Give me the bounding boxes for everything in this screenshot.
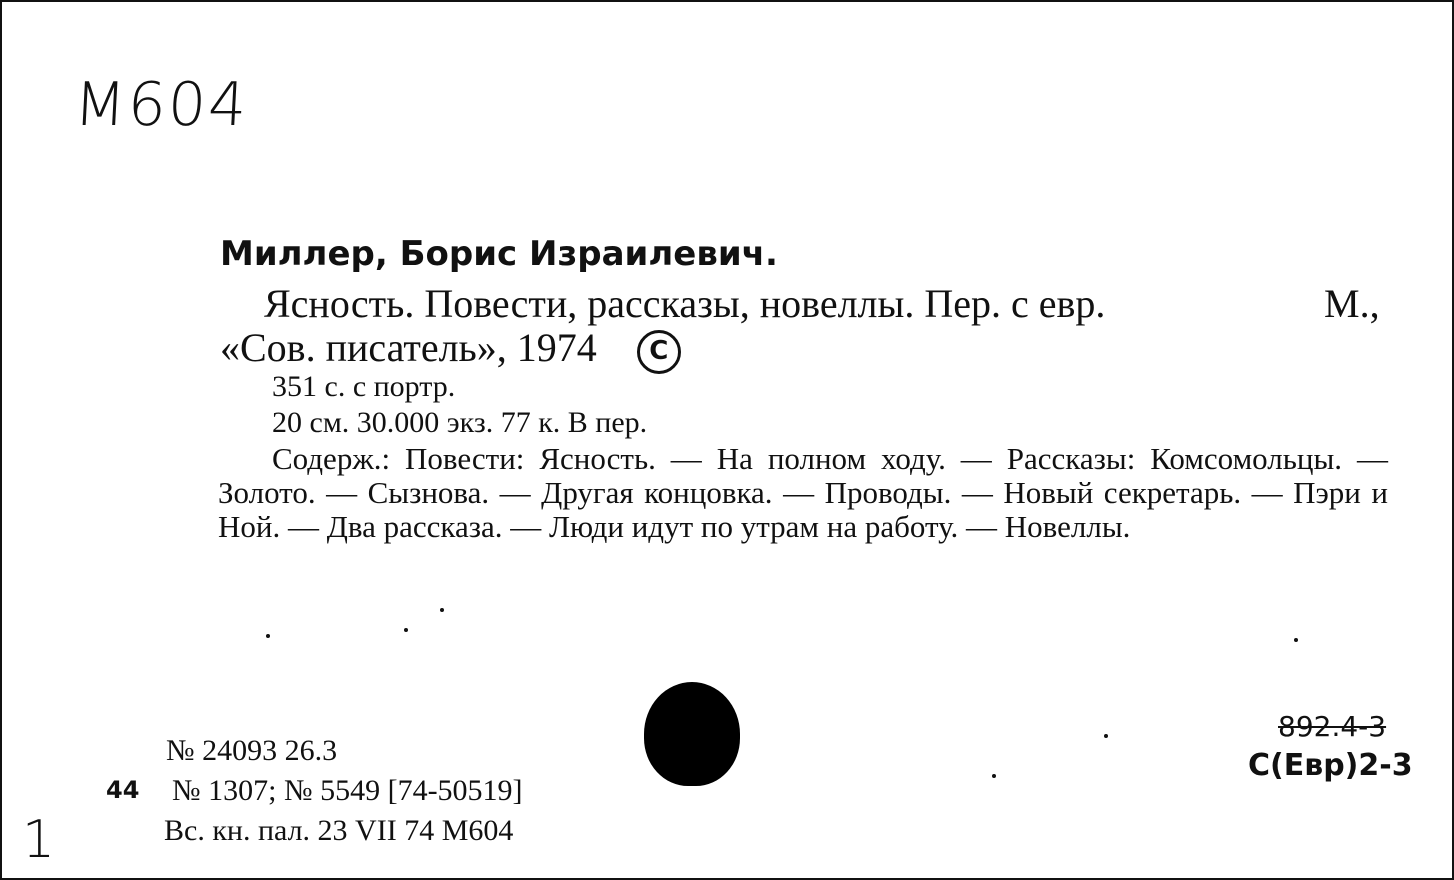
bottom-line-2: № 1307; № 5549 [74-50519] bbox=[172, 774, 523, 807]
publisher-line bbox=[220, 324, 681, 374]
copyright-icon: C bbox=[637, 330, 681, 374]
handwritten-shelf-code: М604 bbox=[72, 70, 251, 140]
speck bbox=[992, 774, 996, 778]
author-heading: Миллер, Борис Израилевич. bbox=[220, 234, 778, 274]
bottom-line-1: № 24093 26.3 bbox=[166, 734, 338, 767]
punch-hole bbox=[644, 682, 740, 786]
physical-description-size: 20 см. 30.000 экз. 77 к. В пер. bbox=[272, 406, 648, 439]
title-line: Ясность. Повести, рассказы, новеллы. Пер. с евр. bbox=[264, 281, 1106, 326]
contents-note: Содерж.: Повести: Ясность. — На полном ходу. — Рассказы: Комсомольцы. — Золото. — Сызнова. — Другая концовка. — Проводы. — Новый секретарь. — Пэри и Ной. — Два рассказа. — Люди идут по утрам на работу. — Новеллы. bbox=[218, 441, 1388, 544]
speck bbox=[440, 608, 444, 612]
speck bbox=[266, 634, 270, 638]
bottom-line-3: Вс. кн. пал. 23 VII 74 М604 bbox=[164, 814, 514, 847]
publication-place: М., bbox=[1324, 281, 1380, 326]
publisher-text: «Сов. писатель», 1974 bbox=[220, 325, 597, 370]
classification-code-2: С(Евр)2-3 bbox=[1248, 748, 1413, 783]
handwritten-number: 1 bbox=[22, 810, 56, 870]
classification-code-1: 892.4-3 bbox=[1278, 710, 1387, 743]
speck bbox=[1294, 638, 1298, 642]
speck bbox=[1104, 734, 1108, 738]
speck bbox=[404, 628, 408, 632]
physical-description-pages: 351 с. с портр. bbox=[272, 370, 456, 403]
bottom-line-2-prefix: 44 bbox=[106, 776, 140, 804]
